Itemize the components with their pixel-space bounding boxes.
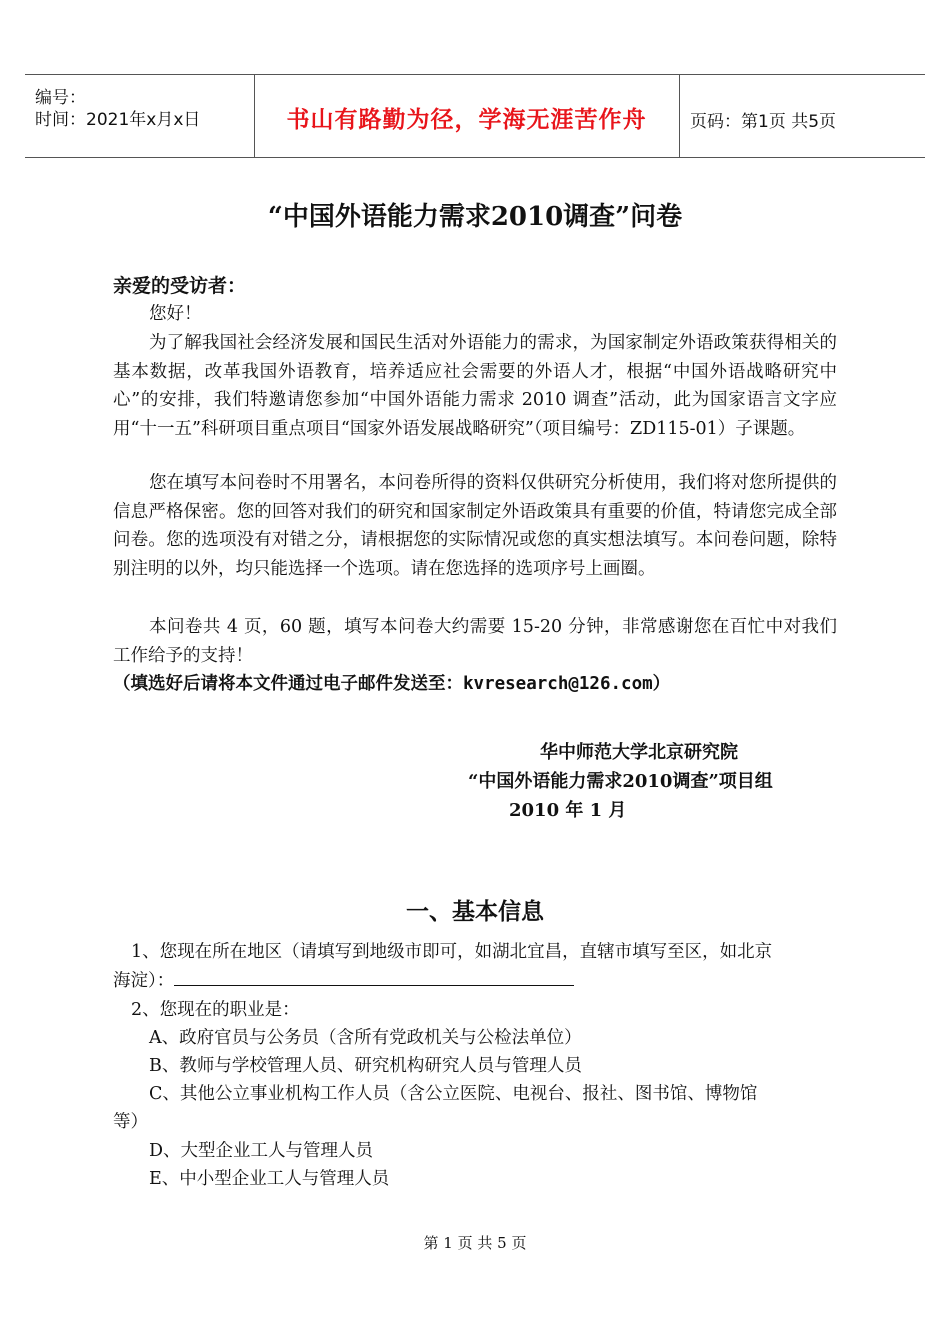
page-header xyxy=(25,74,925,158)
document-title: “中国外语能力需求2010调查”问卷 xyxy=(267,202,683,232)
page-footer: 第 1 页 共 5 页 xyxy=(423,1234,527,1252)
signature-group: “中国外语能力需求2010调查”项目组 xyxy=(468,771,773,792)
number-label: 编号： xyxy=(35,88,86,108)
header-right-cell xyxy=(680,75,925,157)
option-a[interactable]: A、政府官员与公务员（含所有党政机关与公检法单位） xyxy=(149,1028,582,1048)
question-1-line-2 xyxy=(113,967,574,992)
email-note: （填选好后请将本文件通过电子邮件发送至：kvresearch@126.com） xyxy=(113,674,671,694)
intro-paragraph-1: 为了解我国社会经济发展和国民生活对外语能力的需求，为国家制定外语政策获得相关的基本数据，改革我国外语教育，培养适应社会需要的外语人才，根据“中国外语战略研究中心”的安排，我们特邀请您参加“中国外语能力需求 2010 调查”活动，此为国家语言文字应用“十一五”科研项目重点项目“国家外语发展战略研究”（项目编号：ZD115-01）子课题。 xyxy=(113,333,837,439)
intro-paragraph-3: 本问卷共 4 页，60 题，填写本问卷大约需要 15-20 分钟，非常感谢您在百忙中对我们工作给予的支持！ xyxy=(113,617,837,666)
question-2: 2、您现在的职业是： xyxy=(131,1000,300,1020)
header-middle-cell xyxy=(254,75,680,157)
question-1-line-1: 1、您现在所在地区（请填写到地级市即可，如湖北宜昌，直辖市填写至区，如北京 xyxy=(131,942,773,962)
section-title: 一、基本信息 xyxy=(406,899,544,925)
option-c-line-1[interactable]: C、其他公立事业机构工作人员（含公立医院、电视台、报社、图书馆、博物馆 xyxy=(149,1084,758,1104)
option-d[interactable]: D、大型企业工人与管理人员 xyxy=(149,1141,374,1161)
signature-org: 华中师范大学北京研究院 xyxy=(540,742,738,763)
answer-blank-line[interactable] xyxy=(174,967,574,986)
option-e[interactable]: E、中小型企业工人与管理人员 xyxy=(149,1169,390,1189)
hello-line: 您好！ xyxy=(149,304,202,324)
question-1-prompt: 海淀）： xyxy=(113,971,175,991)
option-c-line-2[interactable]: 等） xyxy=(113,1112,148,1132)
greeting: 亲爱的受访者： xyxy=(113,275,247,297)
signature-date: 2010 年 1 月 xyxy=(509,800,627,821)
header-motto: 书山有路勤为径，学海无涯苦作舟 xyxy=(286,107,647,133)
option-b[interactable]: B、教师与学校管理人员、研究机构研究人员与管理人员 xyxy=(149,1056,582,1076)
intro-paragraph-2: 您在填写本问卷时不用署名，本问卷所得的资料仅供研究分析使用，我们将对您所提供的信息严格保密。您的回答对我们的研究和国家制定外语政策具有重要的价值，特请您完成全部问卷。您的选项没有对错之分，请根据您的实际情况或您的真实想法填写。本问卷问题，除特别注明的以外，均只能选择一个选项。请在您选择的选项序号上画圈。 xyxy=(113,473,837,579)
time-label: 时间：2021年x月x日 xyxy=(35,110,201,130)
header-page-code: 页码：第1页 共5页 xyxy=(690,112,837,132)
header-left-cell xyxy=(25,75,255,157)
